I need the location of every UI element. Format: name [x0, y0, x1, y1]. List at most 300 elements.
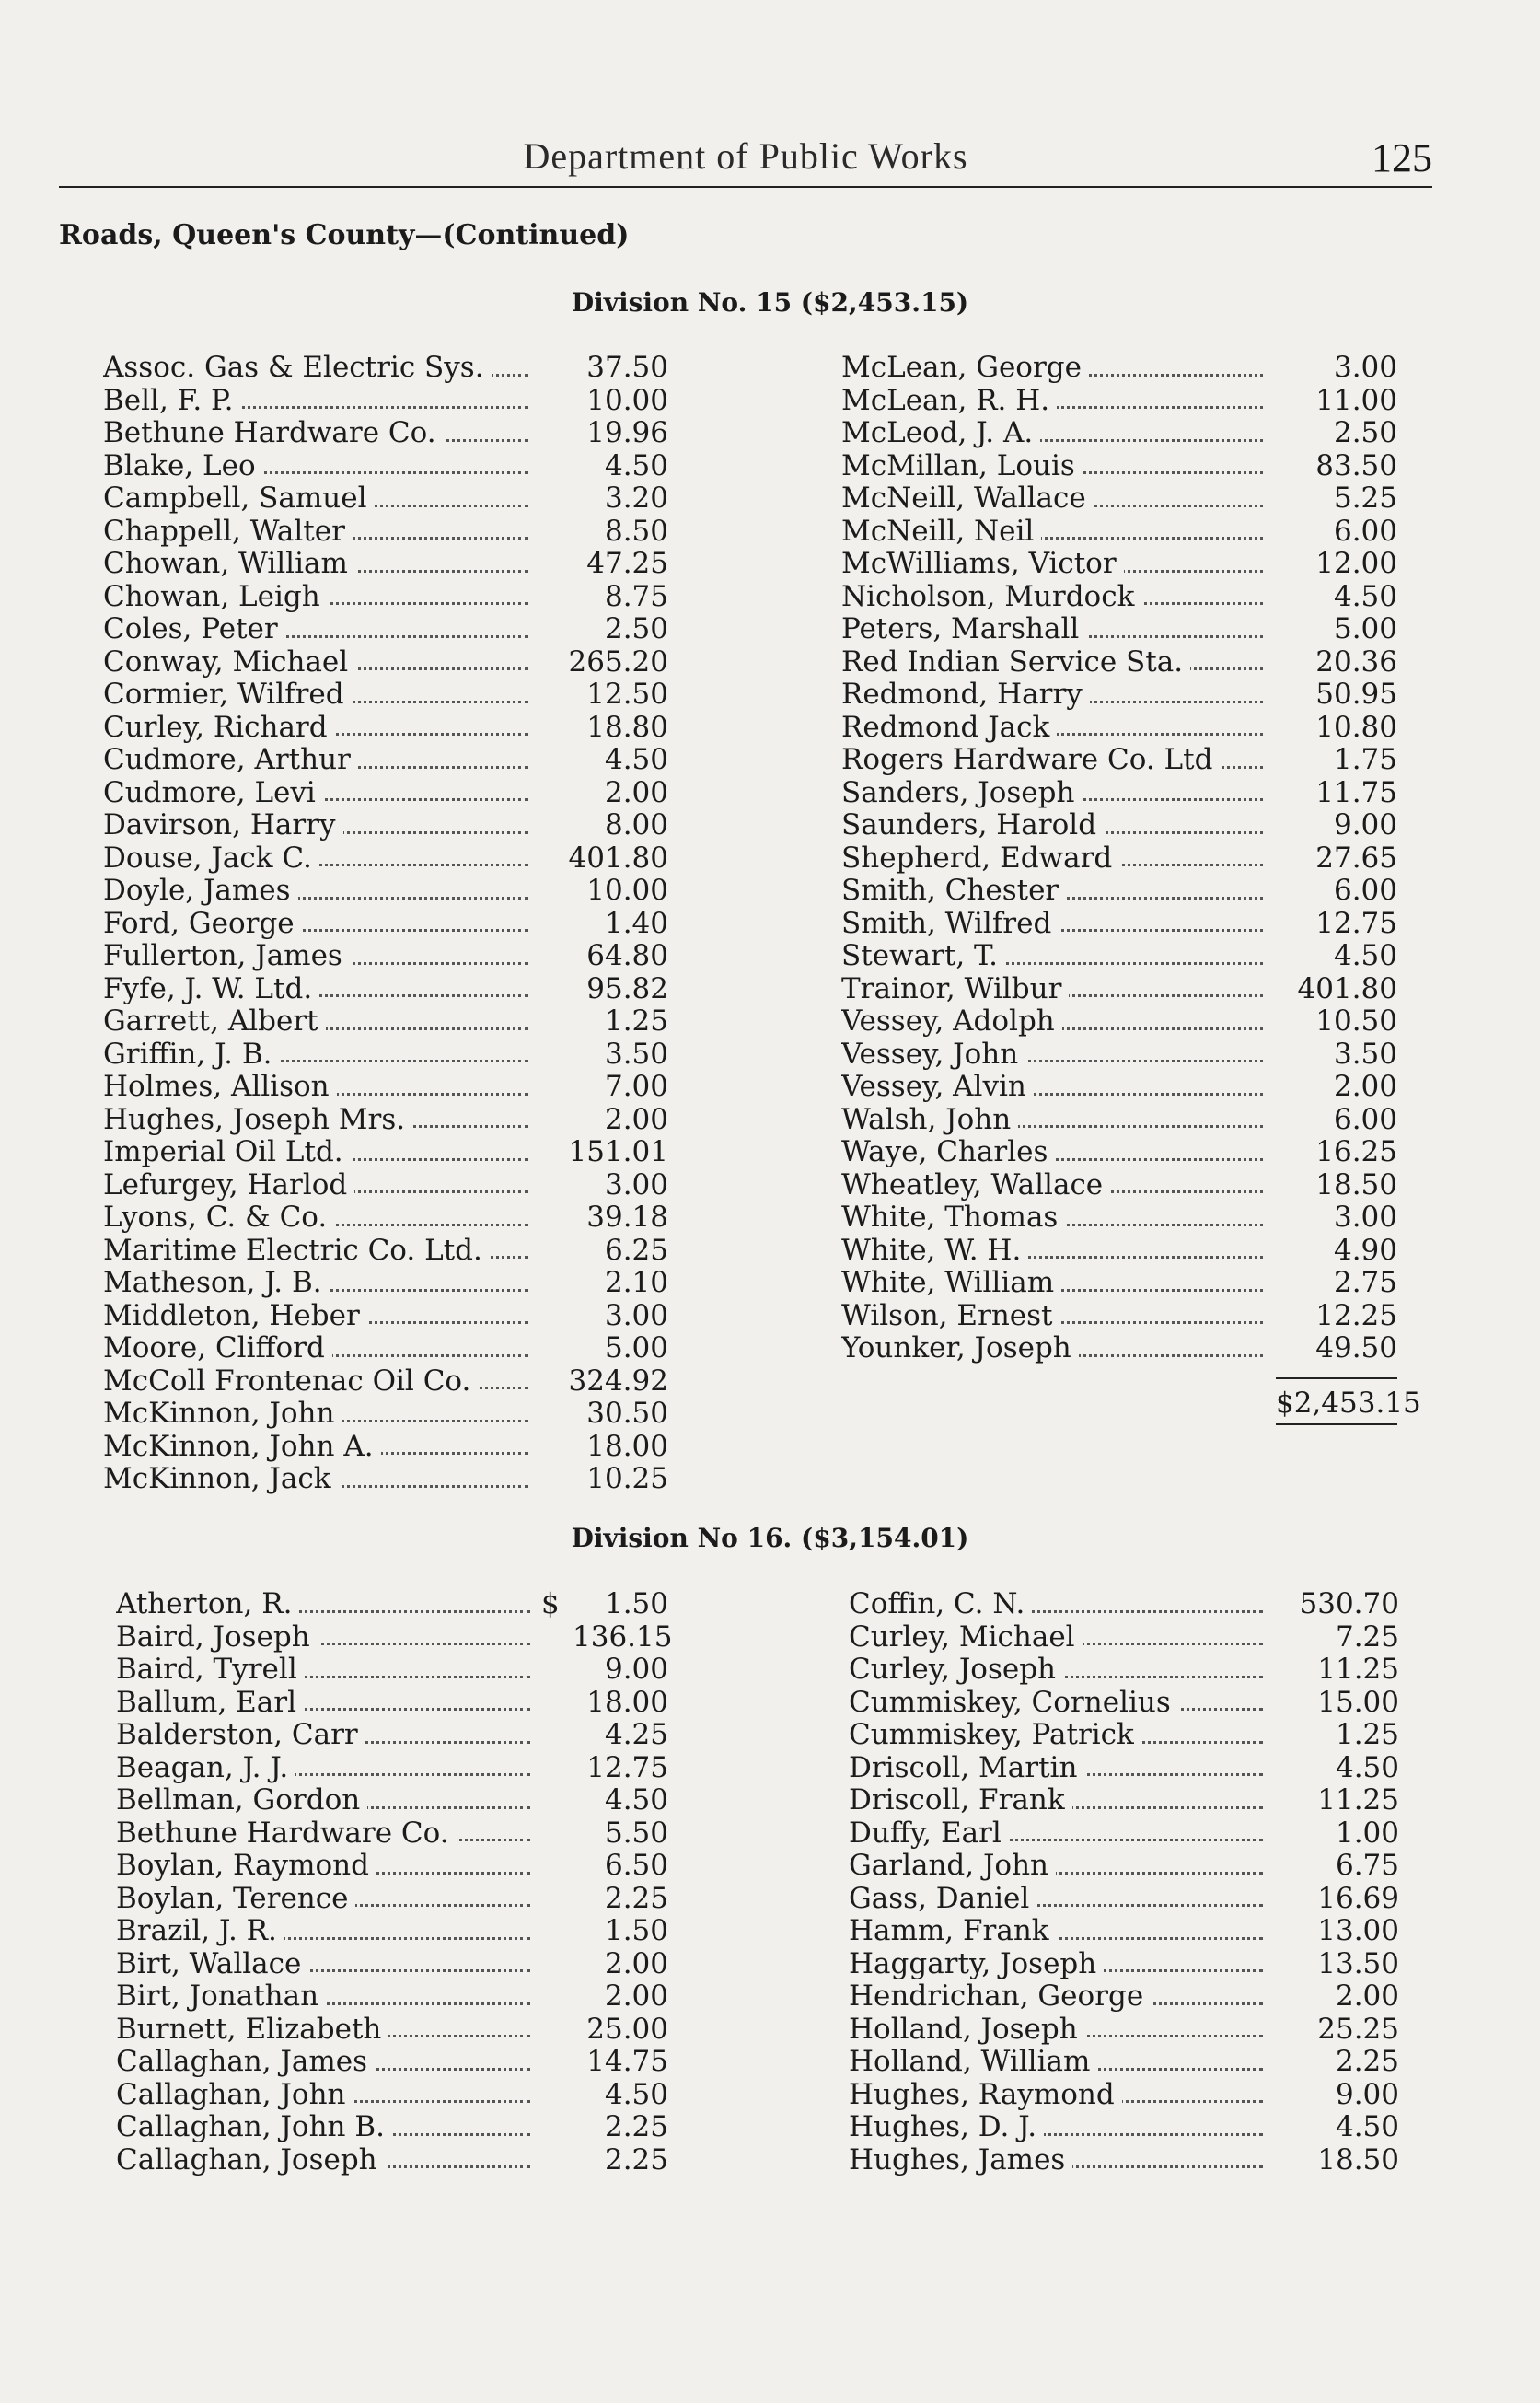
payment-amount: 9.00: [1335, 2077, 1399, 2111]
payee-name-cell: [849, 2079, 1263, 2112]
payee-name-cell: [116, 1915, 530, 1948]
ledger-row: [841, 973, 1397, 1006]
payment-amount: 3.50: [604, 1037, 668, 1071]
payee-name-cell: [841, 548, 1263, 581]
payee-name: Driscoll, Frank: [849, 1784, 1072, 1817]
ledger-row: [849, 1687, 1399, 1720]
payment-amount: 2.10: [604, 1266, 668, 1299]
payment-amount: 13.00: [1317, 1914, 1399, 1947]
ledger-row: [841, 1039, 1397, 1072]
payee-name: McColl Frontenac Oil Co.: [103, 1365, 478, 1398]
payee-name-cell: [103, 1136, 528, 1169]
ledger-row: [841, 1202, 1397, 1235]
ledger-row: [841, 875, 1397, 908]
ledger-row: [103, 1235, 668, 1268]
payee-name-cell: [841, 581, 1263, 614]
payee-name: Vessey, Adolph: [841, 1005, 1062, 1038]
ledger-row: [849, 1915, 1399, 1948]
payment-amount: 37.50: [586, 351, 668, 384]
ledger-row: [103, 1104, 668, 1137]
payment-amount: 11.75: [1315, 775, 1397, 809]
payment-amount: 4.50: [1335, 2110, 1399, 2143]
payee-name-cell: [841, 1136, 1263, 1169]
payee-name-cell: [103, 712, 528, 745]
payment-amount: 25.00: [586, 2012, 668, 2046]
payee-name-cell: [841, 712, 1263, 745]
payee-name: Cudmore, Arthur: [103, 744, 358, 776]
ledger-row: [103, 417, 668, 450]
ledger-row: [103, 1071, 668, 1104]
payment-amount: 12.25: [1315, 1298, 1397, 1332]
ledger-row: [841, 646, 1397, 679]
payee-name-cell: [116, 2144, 530, 2177]
page-number: 125: [1372, 135, 1432, 180]
payment-amount: 49.50: [1315, 1331, 1397, 1364]
payee-name-cell: [103, 482, 528, 516]
payee-name: Atherton, R.: [116, 1588, 299, 1620]
payee-name-cell: [841, 908, 1263, 941]
payee-name-cell: [103, 613, 528, 646]
payment-amount: 8.00: [604, 808, 668, 842]
payee-name: Callaghan, John: [116, 2079, 353, 2111]
payee-name-cell: [103, 1463, 528, 1496]
payee-name: McLeod, J. A.: [841, 417, 1040, 449]
ledger-row: [103, 613, 668, 646]
payee-name: Duffy, Earl: [849, 1817, 1009, 1850]
ledger-row: [849, 1883, 1399, 1916]
payment-amount: 8.50: [604, 514, 668, 548]
division-15-right-column: [841, 352, 1397, 1365]
payment-amount: 6.00: [1333, 874, 1397, 907]
payment-amount: 25.25: [1317, 2012, 1399, 2046]
payment-amount: 13.50: [1317, 1946, 1399, 1980]
payee-name: Baird, Tyrell: [116, 1654, 305, 1686]
payee-name-cell: [103, 548, 528, 581]
payee-name-cell: [849, 1621, 1263, 1654]
payment-amount: 4.50: [604, 1783, 668, 1817]
payee-name: Holland, Joseph: [849, 2014, 1085, 2046]
payment-amount: 4.50: [604, 743, 668, 776]
division-16-left-column: [116, 1587, 673, 2177]
payee-name-cell: [841, 777, 1263, 810]
payee-name: Burnett, Elizabeth: [116, 2014, 388, 2046]
payment-amount: 14.75: [586, 2045, 668, 2078]
payee-name: Conway, Michael: [103, 646, 355, 679]
payee-name-cell: [116, 2014, 530, 2047]
payment-amount: 4.50: [1333, 939, 1397, 972]
payment-amount: 1.50: [604, 1587, 668, 1620]
payee-name: Cormier, Wilfred: [103, 679, 352, 711]
payment-amount: 10.80: [1315, 710, 1397, 744]
payee-name: Driscoll, Martin: [849, 1752, 1084, 1784]
ledger-row: [103, 744, 668, 777]
payee-name-cell: [103, 1431, 528, 1464]
payee-name-cell: [841, 1235, 1263, 1268]
payee-name-cell: [849, 1719, 1263, 1752]
payment-amount: 1.25: [604, 1004, 668, 1038]
payee-name: Callaghan, John B.: [116, 2111, 392, 2143]
payee-name-cell: [841, 385, 1263, 418]
payee-name-cell: [841, 1332, 1263, 1365]
payment-amount: 2.00: [604, 1102, 668, 1136]
payment-amount: 4.25: [604, 1718, 668, 1751]
payee-name: Baird, Joseph: [116, 1621, 318, 1654]
payment-amount: 9.00: [604, 1653, 668, 1686]
payee-name: Fullerton, James: [103, 940, 350, 972]
payee-name-cell: [841, 875, 1263, 908]
ledger-row: [103, 1136, 668, 1169]
ledger-row: [116, 1915, 668, 1948]
payee-name: McWilliams, Victor: [841, 548, 1124, 580]
ledger-row: [841, 1136, 1397, 1169]
payee-name-cell: [841, 679, 1263, 712]
payee-name-cell: [116, 1980, 530, 2014]
ledger-row: [841, 482, 1397, 516]
payee-name: Nicholson, Murdock: [841, 581, 1141, 613]
payee-name: Wilson, Ernest: [841, 1300, 1060, 1332]
payee-name: Callaghan, Joseph: [116, 2144, 385, 2177]
payee-name: McMillan, Louis: [841, 450, 1083, 482]
payee-name: Birt, Wallace: [116, 1948, 308, 1980]
payment-amount: 1.75: [1333, 743, 1397, 776]
division-15-total-block: [1276, 1377, 1421, 1425]
payee-name-cell: [849, 1915, 1263, 1948]
payee-name-cell: [841, 973, 1263, 1006]
payee-name: Chowan, Leigh: [103, 581, 328, 613]
ledger-row: [103, 940, 668, 973]
ledger-row: [849, 2144, 1399, 2177]
payment-amount: 401.80: [1297, 971, 1397, 1005]
ledger-row: [841, 842, 1397, 876]
payee-name-cell: [841, 1039, 1263, 1072]
payee-name-cell: [103, 1332, 528, 1365]
ledger-row: [116, 1817, 668, 1851]
payee-name: Peters, Marshall: [841, 613, 1086, 645]
payment-amount: 20.36: [1315, 644, 1397, 679]
payee-name: Cummiskey, Cornelius: [849, 1687, 1178, 1719]
payee-name: Garrett, Albert: [103, 1005, 326, 1038]
payee-name: Vessey, Alvin: [841, 1071, 1034, 1103]
payment-amount: 8.75: [604, 579, 668, 613]
payment-amount: 2.00: [1333, 1070, 1397, 1103]
payee-name-cell: [103, 1300, 528, 1333]
ledger-row: [841, 417, 1397, 450]
payee-name: Curley, Michael: [849, 1621, 1083, 1654]
payee-name-cell: [103, 1365, 528, 1399]
ledger-row: [103, 875, 668, 908]
payee-name: Davirson, Harry: [103, 809, 343, 842]
payment-amount: 11.25: [1317, 1653, 1399, 1686]
payee-name: Fyfe, J. W. Ltd.: [103, 973, 319, 1005]
payee-name: Shepherd, Edward: [841, 842, 1119, 875]
division-15-heading: Division No. 15 ($2,453.15): [571, 287, 969, 318]
payment-amount: 5.50: [604, 1816, 668, 1850]
ledger-row: [849, 1817, 1399, 1851]
ledger-row: [103, 1005, 668, 1039]
payment-amount: 10.25: [586, 1462, 668, 1495]
payee-name-cell: [103, 1235, 528, 1268]
payment-amount: 18.80: [586, 710, 668, 744]
payment-amount: 324.92: [568, 1364, 668, 1398]
payee-name-cell: [849, 2014, 1263, 2047]
ledger-row: [116, 2079, 668, 2112]
payee-name: White, W. H.: [841, 1235, 1028, 1267]
payment-amount: 7.00: [604, 1070, 668, 1103]
payee-name: Red Indian Service Sta.: [841, 646, 1190, 679]
payee-name: Redmond Jack: [841, 712, 1057, 744]
payee-name: Garland, John: [849, 1850, 1056, 1882]
payee-name: McKinnon, John A.: [103, 1431, 381, 1463]
ledger-row: [849, 2079, 1399, 2112]
payment-amount: 18.50: [1317, 2142, 1399, 2177]
payee-name-cell: [103, 679, 528, 712]
payee-name-cell: [103, 744, 528, 777]
payee-name-cell: [103, 1039, 528, 1072]
payment-amount: 2.50: [1333, 416, 1397, 449]
payee-name-cell: [841, 1169, 1263, 1202]
ledger-row: [841, 1071, 1397, 1104]
payee-name-cell: [103, 1398, 528, 1431]
payee-name: Holland, William: [849, 2046, 1097, 2078]
payee-name: Coffin, C. N.: [849, 1588, 1032, 1620]
payee-name-cell: [103, 875, 528, 908]
payee-name-cell: [849, 1654, 1263, 1687]
payee-name-cell: [116, 1752, 530, 1785]
division-16-heading: Division No 16. ($3,154.01): [571, 1523, 969, 1553]
page-header-title: Department of Public Works: [523, 135, 968, 177]
ledger-row: [116, 1948, 668, 1981]
payment-amount: 3.00: [1333, 1201, 1397, 1234]
total-rule-bottom: [1276, 1423, 1397, 1425]
payee-name: Cummiskey, Patrick: [849, 1719, 1141, 1751]
payee-name-cell: [849, 1980, 1263, 2014]
payee-name-cell: [116, 2111, 530, 2144]
payee-name-cell: [103, 450, 528, 483]
payee-name: Bell, F. P.: [103, 385, 240, 417]
payee-name-cell: [849, 1817, 1263, 1851]
payee-name-cell: [849, 1752, 1263, 1785]
ledger-row: [116, 2144, 668, 2177]
ledger-row: [116, 2111, 668, 2144]
ledger-row: [841, 385, 1397, 418]
ledger-row: [841, 940, 1397, 973]
payment-amount: 6.75: [1335, 1849, 1399, 1882]
payment-amount: 12.75: [586, 1750, 668, 1784]
ledger-row: [841, 1267, 1397, 1300]
payee-name: Douse, Jack C.: [103, 842, 319, 875]
payee-name-cell: [116, 1817, 530, 1851]
payment-amount: 95.82: [586, 971, 668, 1005]
payee-name: Chowan, William: [103, 548, 355, 580]
ledger-row: [116, 1752, 668, 1785]
ledger-row: [841, 352, 1397, 385]
payment-amount: 1.25: [1335, 1718, 1399, 1751]
payee-name-cell: [849, 1588, 1263, 1621]
ledger-row: [841, 581, 1397, 614]
payee-name-cell: [116, 1948, 530, 1981]
payee-name-cell: [103, 842, 528, 876]
payment-amount: 39.18: [586, 1201, 668, 1234]
payee-name-cell: [841, 1071, 1263, 1104]
payee-name-cell: [841, 450, 1263, 483]
ledger-row: [841, 1332, 1397, 1365]
payee-name-cell: [849, 2046, 1263, 2079]
payee-name: Chappell, Walter: [103, 516, 353, 548]
payee-name: Moore, Clifford: [103, 1332, 332, 1364]
payee-name: Doyle, James: [103, 875, 298, 907]
payee-name: Sanders, Joseph: [841, 777, 1082, 809]
ledger-row: [116, 2046, 668, 2079]
ledger-row: [103, 777, 668, 810]
payee-name-cell: [103, 908, 528, 941]
payee-name-cell: [103, 809, 528, 842]
payee-name: Rogers Hardware Co. Ltd: [841, 744, 1220, 776]
payment-amount: 19.96: [586, 416, 668, 449]
payee-name-cell: [116, 1687, 530, 1720]
payee-name: Hughes, Joseph Mrs.: [103, 1104, 412, 1136]
payee-name-cell: [103, 1202, 528, 1235]
payment-amount: 1.40: [604, 906, 668, 940]
ledger-row: [849, 1784, 1399, 1817]
payee-name-cell: [841, 842, 1263, 876]
payee-name: Younker, Joseph: [841, 1332, 1079, 1364]
payment-amount: 2.00: [1335, 1979, 1399, 2013]
payment-amount: 12.75: [1315, 906, 1397, 940]
ledger-row: [841, 1005, 1397, 1039]
payee-name-cell: [841, 1005, 1263, 1039]
ledger-row: [841, 908, 1397, 941]
ledger-row: [841, 613, 1397, 646]
payee-name: Holmes, Allison: [103, 1071, 337, 1103]
ledger-row: [116, 1883, 668, 1916]
ledger-row: [103, 1365, 668, 1399]
ledger-row: [103, 516, 668, 549]
ledger-row: [103, 973, 668, 1006]
payee-name-cell: [116, 1621, 530, 1654]
payee-name: Bethune Hardware Co.: [103, 417, 444, 449]
payee-name: Imperial Oil Ltd.: [103, 1136, 351, 1168]
ledger-row: [116, 1588, 668, 1621]
payee-name: Hamm, Frank: [849, 1915, 1057, 1947]
payee-name-cell: [841, 646, 1263, 679]
ledger-row: [103, 352, 668, 385]
payee-name: Boylan, Raymond: [116, 1850, 376, 1882]
ledger-row: [849, 1621, 1399, 1654]
payee-name: Redmond, Harry: [841, 679, 1090, 711]
payee-name-cell: [116, 1883, 530, 1916]
payment-amount: 2.25: [604, 1881, 668, 1915]
payee-name: White, Thomas: [841, 1202, 1065, 1234]
payee-name-cell: [849, 2144, 1263, 2177]
payee-name: McLean, R. H.: [841, 385, 1057, 417]
division-15-left-column: [103, 352, 668, 1496]
payment-amount: 50.95: [1315, 678, 1397, 711]
payee-name-cell: [849, 2111, 1263, 2144]
payee-name: Campbell, Samuel: [103, 482, 375, 515]
ledger-row: [841, 516, 1397, 549]
payee-name-cell: [841, 352, 1263, 385]
ledger-row: [103, 1463, 668, 1496]
payee-name: Bellman, Gordon: [116, 1784, 367, 1817]
ledger-row: [841, 1104, 1397, 1137]
division-15-total: $2,453.15: [1276, 1387, 1421, 1420]
payment-amount: 27.65: [1315, 841, 1397, 875]
payee-name-cell: [849, 1883, 1263, 1916]
payee-name: Bethune Hardware Co.: [116, 1817, 457, 1850]
payee-name-cell: [103, 385, 528, 418]
payee-name-cell: [841, 613, 1263, 646]
ledger-row: [849, 1588, 1399, 1621]
ledger-row: [103, 712, 668, 745]
ledger-row: [103, 385, 668, 418]
payment-amount: 4.50: [1333, 579, 1397, 613]
ledger-row: [116, 1850, 668, 1883]
payment-amount: 3.00: [604, 1298, 668, 1332]
payee-name: Smith, Wilfred: [841, 908, 1059, 940]
ledger-row: [849, 1752, 1399, 1785]
payee-name: McNeill, Wallace: [841, 482, 1094, 515]
ledger-row: [849, 2046, 1399, 2079]
payment-amount: 4.50: [604, 448, 668, 482]
payment-amount: 7.25: [1335, 1619, 1399, 1654]
payee-name: Waye, Charles: [841, 1136, 1055, 1168]
ledger-row: [841, 1300, 1397, 1333]
payment-amount: 2.75: [1333, 1266, 1397, 1299]
payee-name-cell: [841, 744, 1263, 777]
payee-name: Callaghan, James: [116, 2046, 375, 2078]
payment-amount: 2.25: [604, 2110, 668, 2143]
ledger-row: [103, 1267, 668, 1300]
payee-name-cell: [103, 940, 528, 973]
ledger-row: [841, 548, 1397, 581]
payee-name: McKinnon, Jack: [103, 1463, 339, 1495]
ledger-row: [103, 1169, 668, 1202]
payee-name-cell: [116, 2079, 530, 2112]
payee-name-cell: [103, 417, 528, 450]
ledger-row: [841, 777, 1397, 810]
ledger-row: [116, 1980, 668, 2014]
payment-amount: 5.00: [604, 1331, 668, 1364]
payee-name-cell: [849, 1948, 1263, 1981]
payee-name: Wheatley, Wallace: [841, 1169, 1110, 1202]
division-16-right-column: [849, 1588, 1399, 2177]
ledger-row: [841, 1169, 1397, 1202]
ledger-row: [116, 1654, 668, 1687]
payment-amount: 15.00: [1317, 1685, 1399, 1719]
payee-name-cell: [841, 1267, 1263, 1300]
payee-name: McNeill, Neil: [841, 516, 1041, 548]
payee-name-cell: [103, 352, 528, 385]
payee-name-cell: [116, 2046, 530, 2079]
payee-name: Ballum, Earl: [116, 1687, 304, 1719]
payee-name-cell: [841, 1202, 1263, 1235]
payment-amount: 5.00: [1333, 612, 1397, 645]
ledger-row: [103, 908, 668, 941]
payee-name: Balderston, Carr: [116, 1719, 365, 1751]
payment-amount: 401.80: [568, 841, 668, 875]
payee-name-cell: [841, 809, 1263, 842]
payment-amount: 3.20: [604, 482, 668, 515]
payment-amount: 18.00: [586, 1429, 668, 1463]
payee-name: Smith, Chester: [841, 875, 1066, 907]
payment-amount: 6.00: [1333, 1102, 1397, 1136]
payee-name: Boylan, Terence: [116, 1883, 355, 1915]
payment-amount: 12.00: [1315, 547, 1397, 580]
payee-name: Lefurgey, Harlod: [103, 1169, 354, 1202]
ledger-row: [841, 450, 1397, 483]
payee-name-cell: [103, 973, 528, 1006]
ledger-row: [103, 1332, 668, 1365]
